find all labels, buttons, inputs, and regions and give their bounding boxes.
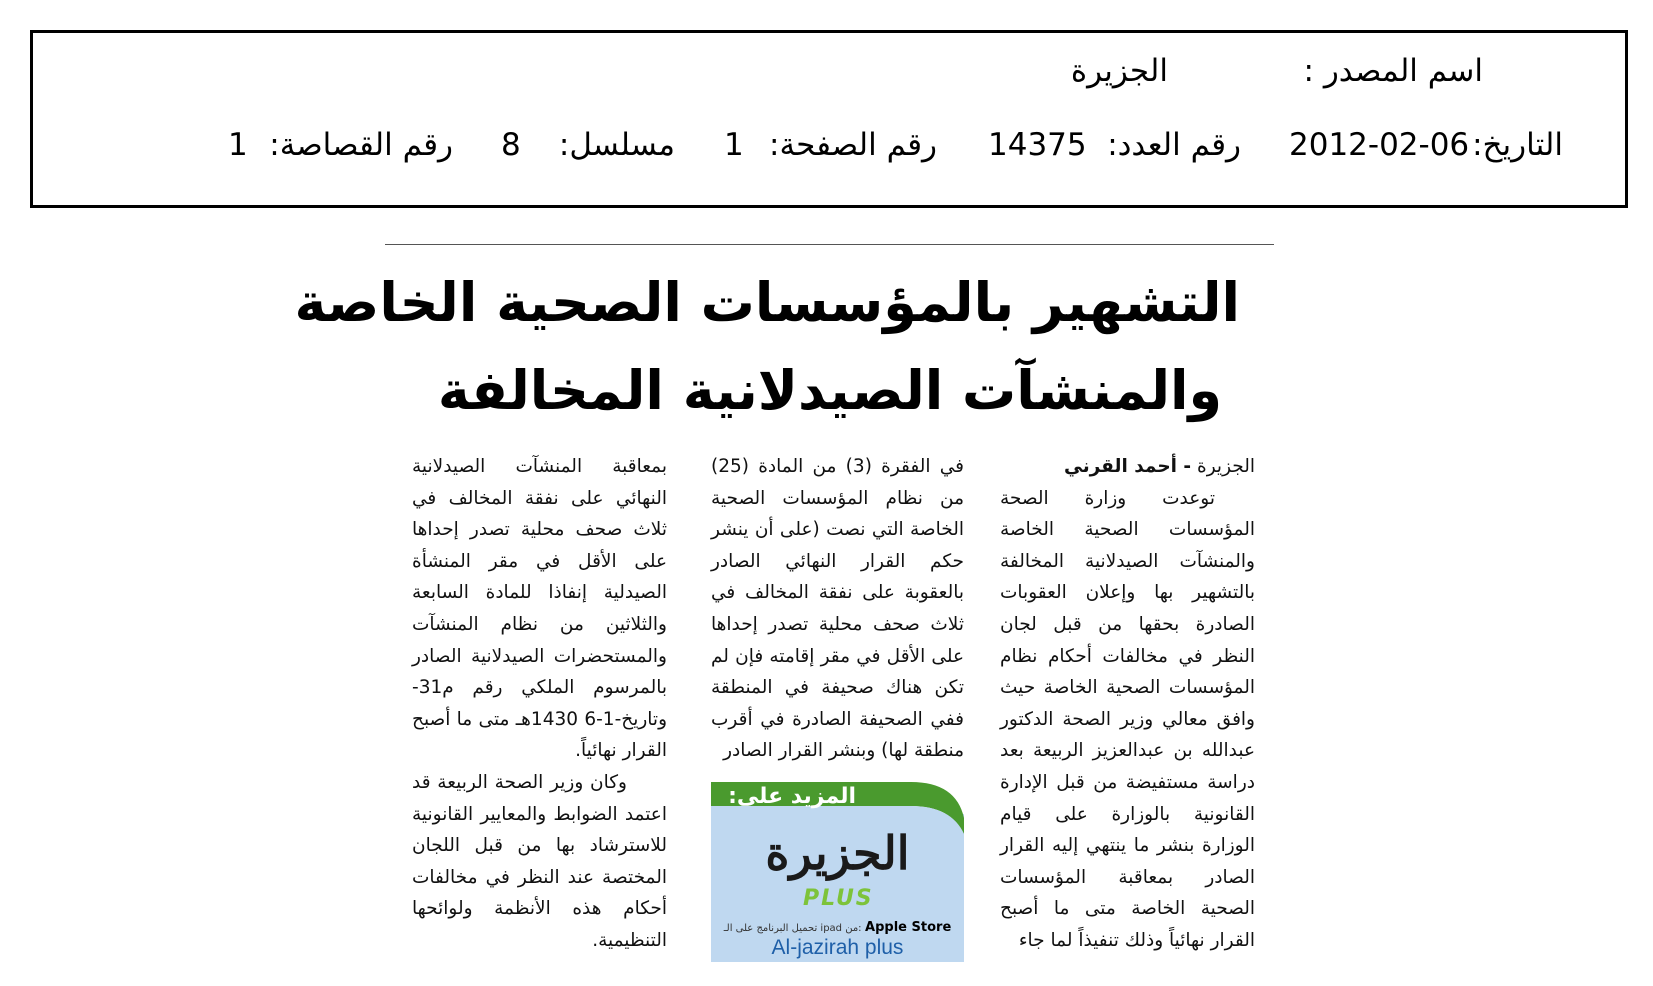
apple-store-label: Apple Store — [865, 920, 952, 935]
byline-author: - أحمد القرني — [1064, 456, 1192, 477]
page-label: رقم الصفحة: — [769, 127, 937, 163]
promo-download-line — [715, 920, 960, 935]
byline-paper: الجزيرة — [1197, 456, 1255, 477]
issue-value: 14375 — [988, 127, 1087, 163]
headline-line-1: التشهير بالمؤسسات الصحية الخاصة — [294, 271, 1240, 334]
promo-url: Al-jazirah plus — [771, 936, 904, 959]
issue-label: رقم العدد: — [1107, 127, 1241, 163]
article-column-2 — [711, 451, 964, 767]
source-label: اسم المصدر : — [1303, 53, 1483, 89]
promo-download-hint: تحميل البرنامج على الـ ipad من: — [723, 923, 862, 934]
date-value: 2012-02-06 — [1289, 127, 1470, 163]
column-3-paragraph-2 — [412, 767, 667, 957]
separator-line — [385, 244, 1274, 245]
column-1-text — [1000, 483, 1255, 957]
column-3-paragraph-1: بمعاقبة المنشآت الصيدلانية النهائي على نفقة المخالف في ثلاث صحف محلية تصدر إحداها على الأقل في مقر المنشأة الصيدلية إنفاذا للمادة السابعة والثلاثين من نظام المنشآت والمستحضرات الصيدلانية الصادر بالمرسوم الملكي رقم م31- وتاريخ-1-6 1430هـ متى ما أصبح القرار نهائياً. — [412, 456, 667, 762]
article-column-1 — [1000, 451, 1255, 957]
clip-value: 1 — [228, 127, 248, 163]
date-label: التاريخ: — [1472, 127, 1563, 163]
serial-label: مسلسل: — [558, 127, 675, 163]
source-value: الجزيرة — [1070, 53, 1168, 89]
clip-label: رقم القصاصة: — [269, 127, 453, 163]
byline — [1000, 451, 1255, 483]
headline-line-2: والمنشآت الصيدلانية المخالفة — [437, 359, 1223, 422]
al-jazirah-logo: الجزيرة — [765, 826, 910, 880]
column-1-body: توعدت وزارة الصحة المؤسسات الصحية الخاصة والمنشآت الصيدلانية المخالفة بالتشهير بها وإعلان العقوبات الصادرة بحقها من قبل لجان النظر في مخالفات أحكام نظام المؤسسات الصحية الخاصة حيث وافق معالي وزير الصحة الدكتور عبدالله بن عبدالعزيز الربيعة بعد دراسة مستفيضة من قبل الإدارة القانونية بالوزارة على قيام الوزارة بنشر ما ينتهي إليه القرار الصادر بمعاقبة المؤسسات الصحية الخاصة متى ما أصبح القرار نهائياً وذلك تنفيذاً لما جاء — [1000, 487, 1255, 951]
serial-value: 8 — [501, 127, 521, 163]
column-3-paragraph-2-body: وكان وزير الصحة الربيعة قد اعتمد الضوابط والمعايير القانونية للاسترشاد بها من قبل اللجان المختصة عند النظر في مخالفات أحكام هذه الأنظمة ولوائحها التنظيمية. — [412, 771, 667, 951]
al-jazirah-plus-promo — [711, 778, 964, 962]
page-value: 1 — [724, 127, 744, 163]
column-2-text: في الفقرة (3) من المادة (25) من نظام المؤسسات الصحية الخاصة التي نصت (على أن ينشر حكم القرار النهائي الصادر بالعقوبة على نفقة المخالف في ثلاث صحف محلية تصدر إحداها على الأقل في مقر إقامته فإن لم تكن هناك صحيفة في المنطقة ففي الصحيفة الصادرة في أقرب منطقة لها) وبنشر القرار الصادر — [711, 456, 965, 762]
promo-banner-label: المزيد على: — [728, 784, 856, 809]
promo-plus-text: PLUS — [803, 886, 874, 911]
article-column-3 — [412, 451, 667, 957]
